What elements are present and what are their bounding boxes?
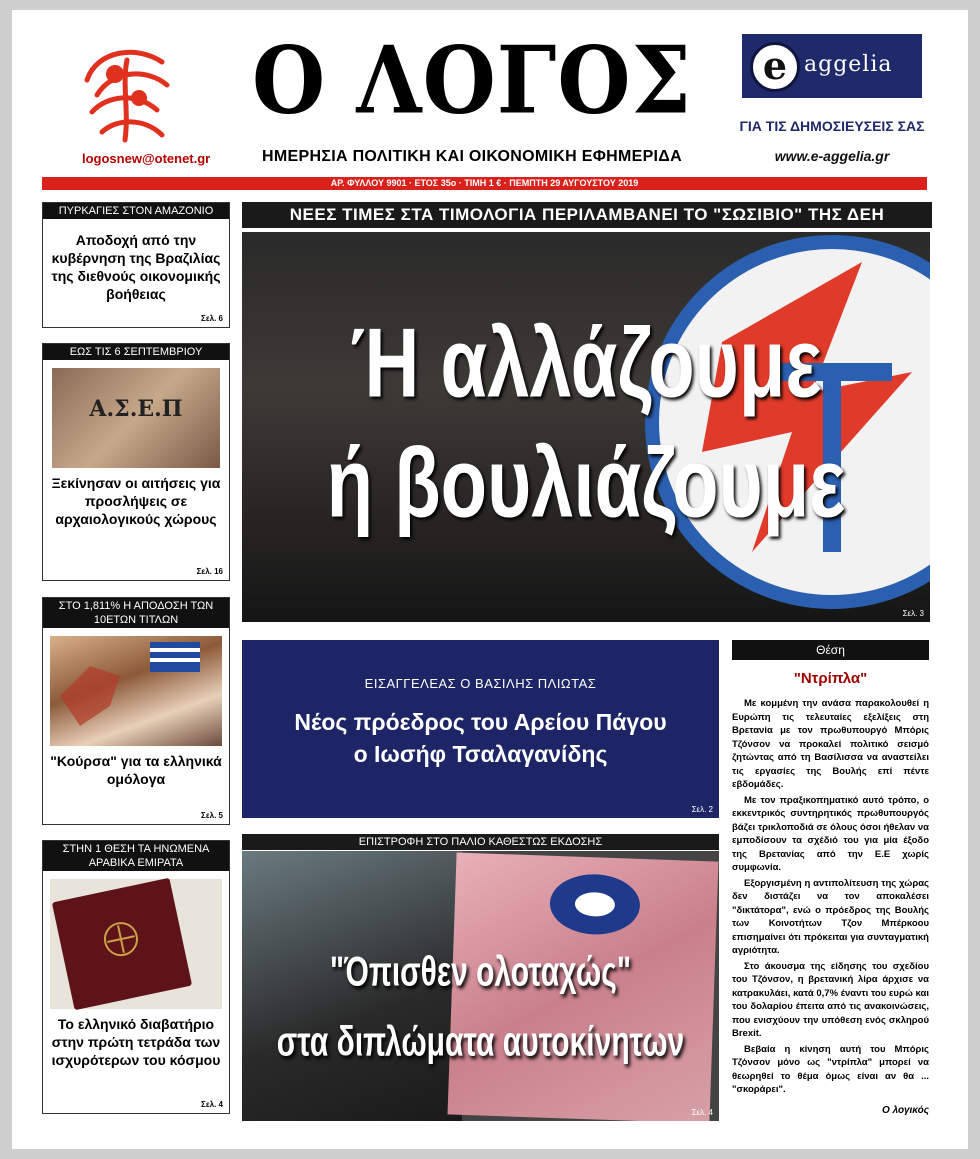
sidebar-headline: "Κούρσα" για τα ελληνικά ομόλογα (50, 753, 222, 787)
sidebar-story (42, 840, 230, 1114)
page-ref: Σελ. 2 (691, 805, 713, 814)
lead-kicker: ΝΕΕΣ ΤΙΜΕΣ ΣΤΑ ΤΙΜΟΛΟΓΙΑ ΠΕΡΙΛΑΜΒΑΝΕΙ ΤΟ "ΣΩΣΙΒΙΟ" ΤΗΣ ΔΕΗ (242, 202, 932, 228)
sidebar-kicker: ΣΤΟ 1,811% Η ΑΠΟΔΟΣΗ ΤΩΝ 10ΕΤΩΝ ΤΙΤΛΩΝ (43, 598, 229, 628)
passport-cover (52, 878, 192, 1011)
opinion-column (732, 640, 929, 1120)
sidebar-story (42, 597, 230, 825)
dei-logo-icon (602, 232, 930, 622)
page-ref: Σελ. 3 (902, 609, 924, 618)
greece-map-icon (50, 636, 222, 746)
newspaper-title: Ο ΛΟΓΟΣ (252, 25, 692, 135)
opinion-kicker: Θέση (732, 640, 929, 660)
sidebar-headline: Αποδοχή από την κυβέρνηση της Βραζιλίας της διεθνούς οικονομικής βοήθειας (51, 232, 221, 302)
newspaper-front-page (12, 10, 968, 1149)
eaggelia-logo-letter: e (750, 42, 800, 92)
sidebar-story (42, 202, 230, 328)
page-ref: Σελ. 4 (201, 1100, 223, 1109)
opinion-paragraph: Βεβαία η κίνηση αυτή του Μπόρις Τζόνσον μόνο ως "ντρίπλα" μπορεί να θεωρηθεί το θέμα όμως είναι αν θα ... "σκοράρει". (732, 1043, 929, 1095)
sidebar-kicker: ΕΩΣ ΤΙΣ 6 ΣΕΠΤΕΜΒΡΙΟΥ (43, 344, 229, 360)
lead-headline-line1: Ή αλλάζουμε (350, 308, 822, 419)
second-story (242, 640, 719, 818)
sidebar-kicker: ΣΤΗΝ 1 ΘΕΣΗ ΤΑ ΗΝΩΜΕΝΑ ΑΡΑΒΙΚΑ ΕΜΙΡΑΤΑ (43, 841, 229, 871)
third-story-photo (242, 851, 719, 1121)
newspaper-subtitle: ΗΜΕΡΗΣΙΑ ΠΟΛΙΤΙΚΗ ΚΑΙ ΟΙΚΟΝΟΜΙΚΗ ΕΦΗΜΕΡΙΔΑ (262, 148, 682, 165)
sidebar-kicker: ΠΥΡΚΑΓΙΕΣ ΣΤΟΝ ΑΜΑΖΟΝΙΟ (43, 203, 229, 219)
opinion-paragraph: Με κομμένη την ανάσα παρακολουθεί η Ευρώπη τις τελευταίες εξελίξεις στη Βρετανία με τον πρωθυπουργό Μπόρις Τζόνσον να προκαλεί πολιτικό σεισμό ζητώντας από τη Βασίλισσα να αναστείλει τις εργασίες της Βουλής επί πέντε εβδομάδες. (732, 698, 929, 790)
opinion-paragraph: Εξοργισμένη η αντιπολίτευση της χώρας δεν διστάζει να τον αποκαλέσει "δικτάτορα", ενώ ο πρόεδρος της Βουλής των Κοινοτήτων Τζον Μπέρκοου επισημαίνει ότι πρόκειται για συνταγματική αγριότητα. (732, 877, 929, 956)
second-headline-line2: ο Ιωσήφ Τσαλαγανίδης (353, 741, 608, 767)
lead-headline-line2: ή βουλιάζουμε (326, 428, 846, 539)
eaggelia-tagline: ΓΙΑ ΤΙΣ ΔΗΜΟΣΙΕΥΣΕΙΣ ΣΑΣ (739, 118, 925, 134)
lead-photo (242, 232, 930, 622)
eaggelia-name: aggelia (804, 52, 893, 77)
asep-sign-text: Α.Σ.Ε.Π (89, 396, 183, 422)
contact-email: logosnew@otenet.gr (82, 151, 211, 166)
eu-stars-icon (544, 868, 646, 941)
page-ref: Σελ. 5 (201, 811, 223, 820)
opinion-paragraph: Με τον πραξικοπηματικό αυτό τρόπο, ο εκκεντρικός συντηρητικός πρωθυπουργός βάζει τρικλοποδιά σε όλους όσοι ήθελαν να εμποδίσουν τα σχέδιό του για μία έξοδο της Βρετανίας από την Ε.Ε χωρίς συμφωνία. (732, 794, 929, 873)
sidebar-headline: Το ελληνικό διαβατήριο στην πρώτη τετράδα των ισχυρότερων του κόσμου (51, 1016, 221, 1068)
sidebar-story (42, 343, 230, 581)
third-kicker: ΕΠΙΣΤΡΟΦΗ ΣΤΟ ΠΑΛΙΟ ΚΑΘΕΣΤΩΣ ΕΚΔΟΣΗΣ (242, 834, 719, 850)
opinion-title: "Ντρίπλα" (793, 670, 868, 687)
bonds-photo (50, 636, 222, 746)
passport-photo (50, 879, 222, 1009)
logo-figures-icon (67, 40, 185, 150)
eaggelia-url: www.e-aggelia.gr (774, 148, 890, 164)
sidebar-headline: Ξεκίνησαν οι αιτήσεις για προσλήψεις σε αρχαιολογικούς χώρους (51, 475, 221, 527)
third-headline-line2: στα διπλώματα αυτοκίνητων (276, 1019, 685, 1066)
issue-info-bar: ΑΡ. ΦΥΛΛΟΥ 9901 · ΕΤΟΣ 35ο · ΤΙΜΗ 1 € · ΠΕΜΠΤΗ 29 ΑΥΓΟΥΣΤΟΥ 2019 (42, 177, 927, 190)
opinion-signature: Ο λογικός (882, 1104, 929, 1116)
greek-emblem-icon (52, 878, 192, 1011)
opinion-paragraph: Στο άκουσμα της είδησης του σχεδίου του Τζόνσον, η βρετανική λίρα άρχισε να κατρακυλάει, κατά 0,7% έναντι του ευρώ και του δολαρίου έπειτα από τις ανακοινώσεις, που ενισχύουν την υπόθεση ενός σκληρού Brexit. (732, 960, 929, 1039)
page-ref: Σελ. 16 (196, 567, 223, 576)
second-headline-line1: Νέος πρόεδρος του Αρείου Πάγου (294, 709, 667, 735)
eaggelia-ad (742, 34, 922, 98)
page-ref: Σελ. 4 (691, 1108, 713, 1117)
third-headline-line1: "Όπισθεν ολοταχώς" (329, 949, 632, 996)
page-ref: Σελ. 6 (201, 314, 223, 323)
asep-photo (52, 368, 220, 468)
second-kicker: ΕΙΣΑΓΓΕΛΕΑΣ Ο ΒΑΣΙΛΗΣ ΠΛΙΩΤΑΣ (364, 676, 597, 691)
